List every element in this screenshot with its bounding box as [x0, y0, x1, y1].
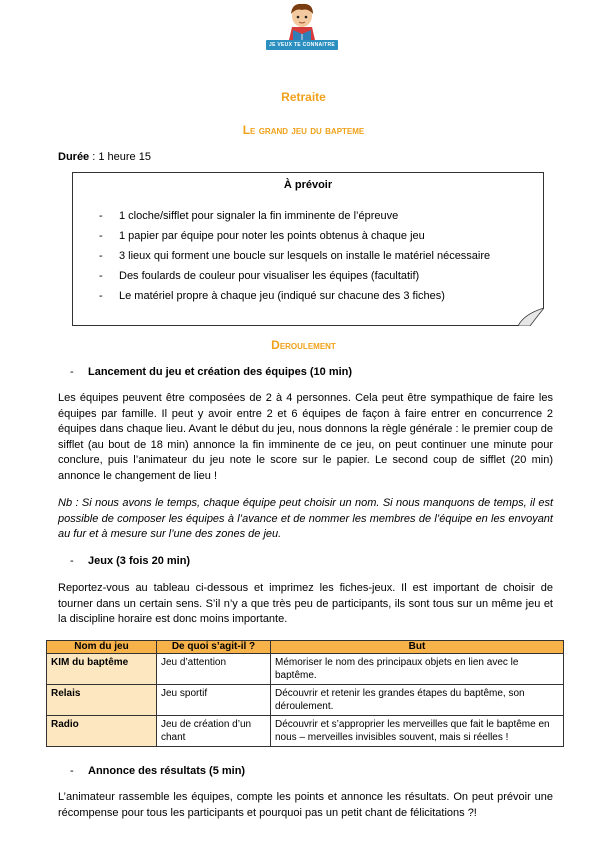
list-item: - 3 lieux qui forment une boucle sur lesquels on installe le matériel nécessaire: [99, 250, 491, 262]
game-goal: Mémoriser le nom des principaux objets en lien avec le baptême.: [271, 654, 564, 685]
duration: [58, 151, 151, 163]
step1-note: Nb : Si nous avons le temps, chaque équipe peut choisir un nom. Si nous manquons de temps, il est possible de composer les équipes à l’avance et de nommer les membres de l’équipe en les envoyant au fur et à mesure sur l’une des zones de jeu.: [58, 497, 553, 540]
game-goal: Découvrir et retenir les grandes étapes du baptême, son déroulement.: [271, 685, 564, 716]
list-item: - 1 cloche/sifflet pour signaler la fin imminente de l’épreuve: [99, 210, 399, 222]
page-subtitle: Le grand jeu du bapteme: [242, 123, 365, 137]
list-item-text: Des foulards de couleur pour visualiser les équipes (facultatif): [119, 270, 420, 282]
step3-heading-text: Annonce des résultats (5 min): [88, 765, 246, 777]
prevoir-list: [99, 209, 490, 309]
prevoir-box: [72, 172, 544, 326]
page-title: Retraite: [281, 90, 326, 104]
list-item: - Des foulards de couleur pour visualiser les équipes (facultatif): [99, 270, 420, 282]
game-kind: Jeu sportif: [157, 685, 271, 716]
table-row: [47, 654, 564, 685]
table-header-row: [47, 641, 564, 654]
step3-heading: - Annonce des résultats (5 min): [70, 765, 246, 777]
step2-heading-text: Jeux (3 fois 20 min): [88, 555, 191, 567]
table-row: [47, 685, 564, 716]
column-header: De quoi s’agit-il ?: [157, 641, 271, 654]
prevoir-title: À prévoir: [283, 179, 333, 191]
step3-paragraph: L’animateur rassemble les équipes, compte les points et annonce les résultats. On peut prévoir une récompense pour tous les participants et pourquoi pas un petit chant de félicitations ?!: [58, 791, 553, 819]
list-item: - 1 papier par équipe pour noter les points obtenus à chaque jeu: [99, 230, 425, 242]
logo-badge: JE VEUX TE CONNAITRE: [266, 40, 338, 50]
column-header: But: [271, 641, 564, 654]
list-item-text: 1 papier par équipe pour noter les points obtenus à chaque jeu: [119, 230, 425, 242]
game-name: KIM du baptême: [47, 654, 157, 685]
game-name: Radio: [47, 716, 157, 747]
boy-reading-icon: [262, 2, 342, 42]
game-name: Relais: [47, 685, 157, 716]
step1-heading-text: Lancement du jeu et création des équipes (10 min): [88, 366, 353, 378]
game-kind: Jeu d’attention: [157, 654, 271, 685]
step2-paragraph: Reportez-vous au tableau ci-dessous et imprimez les fiches-jeux. Il est important de choisir de tourner dans un certain sens. S’il n’y a que très peu de participants, ils sont tous sur un même jeu et la discipline horaire est donc moins importante.: [58, 582, 553, 625]
step1-paragraph: Les équipes peuvent être composées de 2 à 4 personnes. Cela peut être sympathique de faire les équipes par famille. Il peut y avoir entre 2 et 6 équipes de façon à faire entrer en concurrence 2 équipes dans chaque lieu. Avant le début du jeu, nous donnons la règle générale : le premier coup de sifflet (au bout de 18 min) annonce la fin imminente de ce jeu, on peut continuer une minute pour conclure, puis l’animateur du jeu note le score sur le papier. Le second coup de sifflet (20 min) annonce le changement de lieu !: [58, 392, 553, 482]
game-kind: Jeu de création d’un chant: [157, 716, 271, 747]
list-item-text: Le matériel propre à chaque jeu (indiqué sur chacune des 3 fiches): [119, 290, 445, 302]
table-row: [47, 716, 564, 747]
page-curl-icon: [518, 308, 544, 326]
logo: [262, 2, 342, 54]
step1-heading: - Lancement du jeu et création des équipes (10 min): [70, 366, 353, 378]
column-header: Nom du jeu: [47, 641, 157, 654]
game-goal: Découvrir et s’approprier les merveilles que fait le baptême en nous – merveilles invisibles souvent, mais si réelles !: [271, 716, 564, 747]
list-item: - Le matériel propre à chaque jeu (indiqué sur chacune des 3 fiches): [99, 290, 445, 302]
section-title: Deroulement: [271, 338, 336, 352]
list-item-text: 3 lieux qui forment une boucle sur lesquels on installe le matériel nécessaire: [119, 250, 491, 262]
duration-label: Durée: [58, 151, 90, 163]
step2-heading: - Jeux (3 fois 20 min): [70, 555, 191, 567]
duration-value: : 1 heure 15: [89, 151, 151, 163]
list-item-text: 1 cloche/sifflet pour signaler la fin imminente de l’épreuve: [119, 210, 399, 222]
games-table: [46, 640, 564, 747]
